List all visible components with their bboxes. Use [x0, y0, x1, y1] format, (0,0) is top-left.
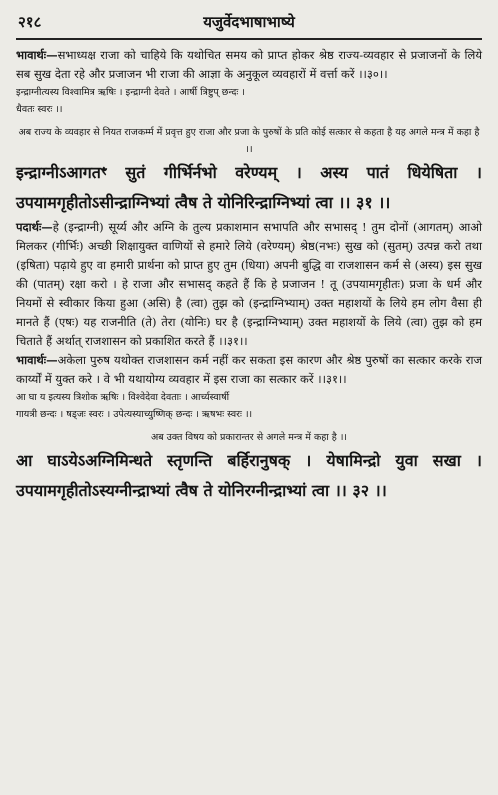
bhavartha-label: भावार्थः—	[16, 48, 58, 62]
running-title: यजुर्वेदभाषाभाष्ये	[203, 13, 295, 31]
padartha-31	[16, 218, 482, 351]
rishi-line-31a: इन्द्राग्नीत्यस्य विश्वामित्र ऋषिः । इन्द्राग्नी देवते । आर्षी त्रिष्टुप् छन्दः ।	[16, 87, 245, 98]
intro-32: अब उक्त विषय को प्रकारान्तर से अगले मन्त्र में कहा है ।।	[150, 432, 348, 443]
rishi-line-31b: धैवतः स्वरः ।।	[16, 104, 63, 115]
padartha-label: पदार्थः—	[16, 220, 53, 234]
rishi-line-32b: गायत्री छन्दः । षड्जः स्वरः । उपेत्यस्याच्युष्णिक् छन्दः । ऋषभः स्वरः ।।	[16, 409, 253, 420]
bhavartha-text: अकेला पुरुष यथोक्त राजशासन कर्म नहीं कर सकता इस कारण और श्रेष्ठ पुरुषों का सत्कार करके राज कार्य्यों में युक्त करे । वे भी यथायोग्य व्यवहार में इस राजा का सत्कार करें ।।३१।।	[16, 353, 482, 386]
bhavartha-label: भावार्थः—	[16, 353, 58, 367]
bhavartha-text: सभाध्यक्ष राजा को चाहिये कि यथोचित समय को प्राप्त होकर श्रेष्ठ राज्य-व्यवहार से प्रजाजनों के लिये सब सुख देता रहे और प्रजाजन भी राजा की आज्ञा के अनुकूल व्यवहारों में वर्त्ता करें ।।३०।।	[16, 48, 482, 81]
page-number: २१८	[18, 13, 42, 31]
padartha-text: हे (इन्द्राग्नी) सूर्य्य और अग्नि के तुल्य प्रकाशमान सभापति और सभासद् ! तुम दोनों (आगतम्) आओ मिलकर (गीर्भिः) अच्छी शिक्षायुक्त वाणियों से हमारे लिये (वरेण्यम्) श्रेष्ठ(नभः) सुख को (सुतम्) उत्पन्न करो तथा (इषिता) पढ़ाये हुए वा हमारी प्रार्थना को प्राप्त हुए तुम (धिया) अपनी बुद्धि वा राजशासन कर्म से (अस्य) इस सुख की (पातम्) रक्षा करो । हे राजा और सभासद् कहते हैं कि हे प्रजाजन ! तू (उपयामगृहीतः) प्रजा के धर्म और नियमों से स्वीकार किया हुआ (असि) है (त्वा) तुझ को (इन्द्राग्निभ्याम्) उक्त महाशयों के लिये हम लोग वैसा ही मानते हैं (एषः) यह राजनीति (ते) तेरा (योनिः) घर है (इन्द्राग्निभ्याम्) उक्त महाशयों के लिये (त्वा) तुझ को हम चिताते हैं अर्थात् राजशासन को प्रकाशित करते हैं ।।३१।।	[16, 220, 482, 348]
bhavartha-31	[16, 351, 482, 389]
header-rule	[16, 38, 482, 40]
page-header	[16, 10, 482, 32]
intro-31: अब राज्य के व्यवहार से नियत राजकर्म्म में प्रवृत्त हुए राजा और प्रजा के पुरुषों के प्रति कोई सत्कार से कहता है यह अगले मन्त्र में कहा है ।।	[18, 127, 480, 155]
mantra-31: इन्द्राग्नीऽआगतꣳ सुतं गीर्भिर्नभो वरेण्यम् । अस्य पातं धियेषिता । उपयामगृहीतोऽसीन्द्राग्निभ्यां त्वैष ते योनिरिन्द्राग्निभ्यां त्वा ।। ३१ ।।	[16, 163, 482, 212]
mantra-32: आ घाऽयेऽअग्निमिन्धते स्तृणन्ति बर्हिरानुषक् । येषामिन्द्रो युवा सखा । उपयामगृहीतोऽस्यग्नीन्द्राभ्यां त्वैष ते योनिरग्नीन्द्राभ्यां त्वा ।। ३२ ।।	[16, 451, 482, 500]
bhavartha-30	[16, 46, 482, 84]
rishi-line-32a: आ घा य इत्यस्य त्रिशोक ऋषिः । विश्वेदेवा देवताः । आर्च्यस्वार्षी	[16, 392, 230, 403]
